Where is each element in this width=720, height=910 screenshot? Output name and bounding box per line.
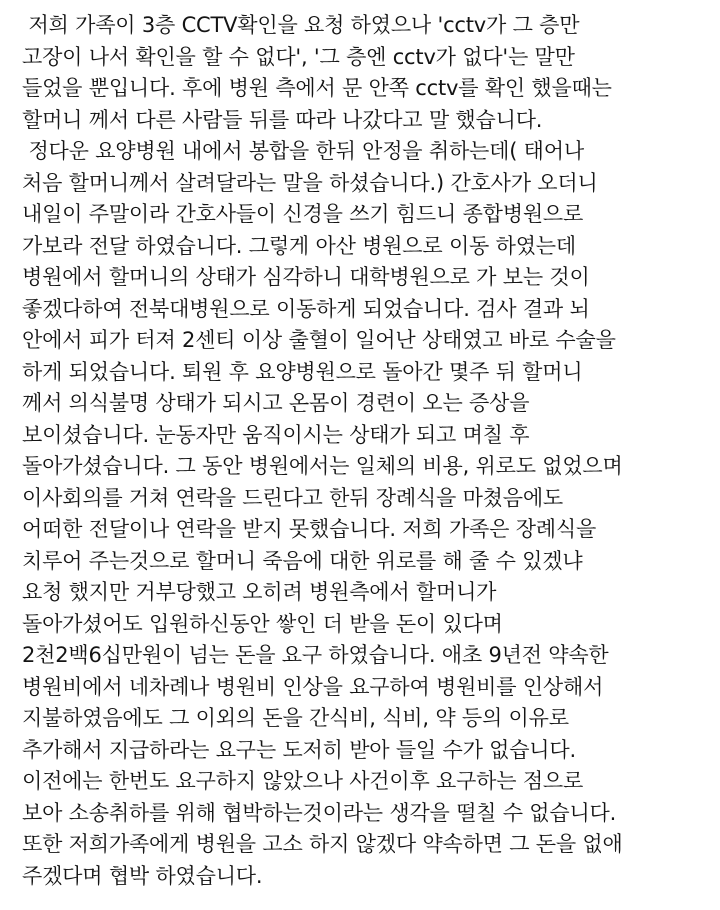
text-line: 할머니 께서 다른 사람들 뒤를 따라 나갔다고 말 했습니다. xyxy=(22,107,543,132)
text-line: 주겠다며 협박 하였습니다. xyxy=(22,863,263,888)
text-line: 저희 가족이 3층 CCTV확인을 요청 하였으나 'cctv가 그 층만 xyxy=(22,13,580,37)
text-line: 께서 의식불명 상태가 되시고 온몸이 경련이 오는 증상을 xyxy=(22,391,530,415)
text-line: 가보라 전달 하였습니다. 그렇게 아산 병원으로 이동 하였는데 xyxy=(22,233,576,258)
text-line: 병원비에서 네차례나 병원비 인상을 요구하여 병원비를 인상해서 xyxy=(22,674,604,699)
text-line: 2천2백6십만원이 넘는 돈을 요구 하였습니다. 애초 9년전 약속한 xyxy=(22,643,609,667)
text-line: 하게 되었습니다. 퇴원 후 요양병원으로 돌아간 몇주 뒤 할머니 xyxy=(22,359,583,384)
text-line: 보아 소송취하를 위해 협박하는것이라는 생각을 떨칠 수 없습니다. xyxy=(22,800,617,825)
text-line: 치루어 주는것으로 할머니 죽음에 대한 위로를 해 줄 수 있겠냐 xyxy=(22,548,583,573)
text-line: 병원에서 할머니의 상태가 심각하니 대학병원으로 가 보는 것이 xyxy=(22,265,590,289)
text-line: 정다운 요양병원 내에서 봉합을 한뒤 안정을 취하는데( 태어나 xyxy=(22,139,584,163)
text-line: 이전에는 한번도 요구하지 않았으나 사건이후 요구하는 점으로 xyxy=(22,769,584,793)
text-line: 들었을 뿐입니다. 후에 병원 측에서 문 안쪽 cctv를 확인 했을때는 xyxy=(22,76,612,100)
text-line: 지불하였음에도 그 이외의 돈을 간식비, 식비, 약 등의 이유로 xyxy=(22,706,569,730)
text-line: 보이셨습니다. 눈동자만 움직이시는 상태가 되고 며칠 후 xyxy=(22,422,530,447)
text-line: 좋겠다하여 전북대병원으로 이동하게 되었습니다. 검사 결과 뇌 xyxy=(22,296,590,321)
text-line: 어떠한 전달이나 연락을 받지 못했습니다. 저희 가족은 장례식을 xyxy=(22,517,597,541)
text-line: 돌아가셨습니다. 그 동안 병원에서는 일체의 비용, 위로도 없었으며 xyxy=(22,454,623,478)
text-line: 돌아가셨어도 입원하신동안 쌓인 더 받을 돈이 있다며 xyxy=(22,611,503,636)
text-line: 이사회의를 거쳐 연락을 드린다고 한뒤 장례식을 마쳤음에도 xyxy=(22,485,563,510)
text-line: 추가해서 지급하라는 요구는 도저히 받아 들일 수가 없습니다. xyxy=(22,737,576,762)
text-line: 안에서 피가 터져 2센티 이상 출혈이 일어난 상태였고 바로 수술을 xyxy=(22,328,616,352)
text-line: 요청 했지만 거부당했고 오히려 병원측에서 할머니가 xyxy=(22,580,497,604)
text-line: 또한 저희가족에게 병원을 고소 하지 않겠다 약속하면 그 돈을 없애 xyxy=(22,832,623,856)
text-line: 고장이 나서 확인을 할 수 없다', '그 층엔 cctv가 없다'는 말만 xyxy=(22,44,575,69)
text-line: 처음 할머니께서 살려달라는 말을 하셨습니다.) 간호사가 오더니 xyxy=(22,170,598,195)
text-line: 내일이 주말이라 간호사들이 신경을 쓰기 힘드니 종합병원으로 xyxy=(22,202,584,226)
